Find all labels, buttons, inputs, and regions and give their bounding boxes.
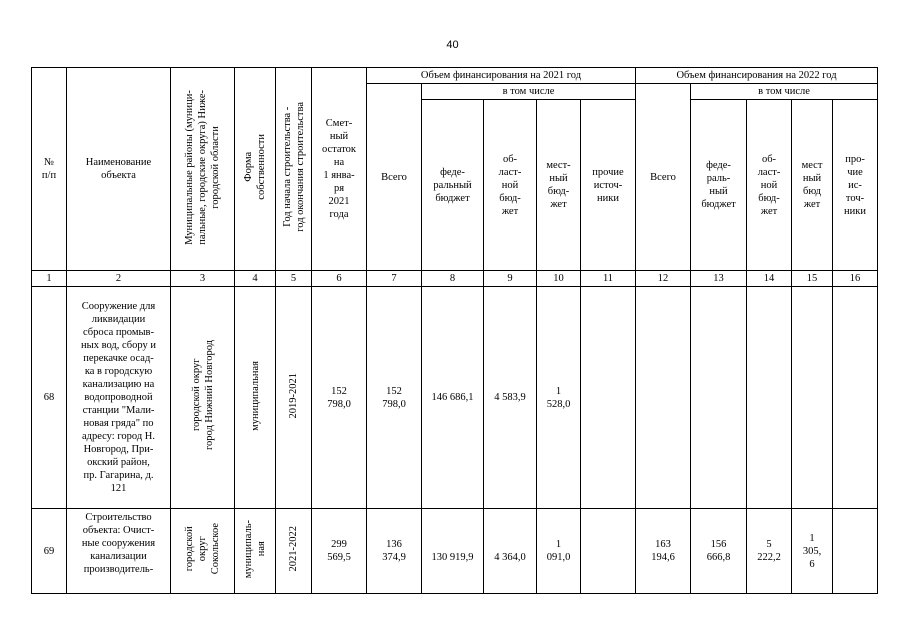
header-fed-2022: феде- раль- ный бюджет [691, 100, 747, 271]
row-68-loc-2021: 1 528,0 [537, 287, 581, 509]
colnum-8: 8 [422, 271, 484, 287]
row-69-loc-2021: 1 091,0 [537, 509, 581, 594]
colnum-11: 11 [581, 271, 636, 287]
row-68-district [171, 287, 235, 509]
row-68-num: 68 [32, 287, 67, 509]
row-69-num: 69 [32, 509, 67, 594]
row-69-reg-2021: 4 364,0 [484, 509, 537, 594]
colnum-12: 12 [636, 271, 691, 287]
header-district [171, 68, 235, 271]
row-69-remainder: 299 569,5 [312, 509, 367, 594]
row-68-oth-2022 [833, 287, 878, 509]
header-num: № п/п [32, 68, 67, 271]
row-68-district-text: городской округ город Нижний Новгород [190, 340, 215, 451]
row-68-remainder: 152 798,0 [312, 287, 367, 509]
row-68-years-text: 2019-2021 [288, 372, 299, 419]
header-total-2022: Всего [636, 84, 691, 271]
row-69-years-text: 2021-2022 [288, 526, 299, 572]
page-number: 40 [446, 39, 459, 51]
header-years-text: Год начала строительства - год окончания строительства [281, 102, 306, 232]
row-69-years [276, 509, 312, 594]
header-group-2022: Объем финансирования на 2022 год [636, 68, 878, 84]
colnum-7: 7 [367, 271, 422, 287]
header-estimated-remainder: Смет- ный остаток на 1 янва- ря 2021 года [312, 68, 367, 271]
row-69-district-text: городской округ Сокольское [184, 523, 221, 575]
row-69-oth-2021 [581, 509, 636, 594]
row-68-fed-2022 [691, 287, 747, 509]
row-69-fed-2022: 156 666,8 [691, 509, 747, 594]
row-69-district [171, 509, 235, 594]
row-68-reg-2022 [747, 287, 792, 509]
colnum-16: 16 [833, 271, 878, 287]
row-69-loc-2022: 1 305, 6 [792, 509, 833, 594]
row-69-reg-2022: 5 222,2 [747, 509, 792, 594]
row-68-ownership [235, 287, 276, 509]
header-total-2021: Всего [367, 84, 422, 271]
colnum-2: 2 [67, 271, 171, 287]
colnum-9: 9 [484, 271, 537, 287]
row-69-total-2021: 136 374,9 [367, 509, 422, 594]
header-years [276, 68, 312, 271]
colnum-15: 15 [792, 271, 833, 287]
row-69-name [67, 509, 171, 594]
colnum-4: 4 [235, 271, 276, 287]
row-68-total-2022 [636, 287, 691, 509]
row-68-reg-2021: 4 583,9 [484, 287, 537, 509]
header-oth-2022: про- чие ис- точ- ники [833, 100, 878, 271]
row-68-fed-2021: 146 686,1 [422, 287, 484, 509]
row-68-total-2021: 152 798,0 [367, 287, 422, 509]
header-reg-2022: об- ласт- ной бюд- жет [747, 100, 792, 271]
header-ownership-text: Форма собственности [243, 134, 267, 200]
header-oth-2021: прочие источ- ники [581, 100, 636, 271]
header-reg-2021: об- ласт- ной бюд- жет [484, 100, 537, 271]
row-69-fed-2021: 130 919,9 [422, 509, 484, 594]
column-numbers-row [32, 271, 878, 287]
row-69-oth-2022 [833, 509, 878, 594]
financing-table [31, 67, 878, 594]
row-68-oth-2021 [581, 287, 636, 509]
row-68-years [276, 287, 312, 509]
colnum-6: 6 [312, 271, 367, 287]
row-68-loc-2022 [792, 287, 833, 509]
table-row [32, 509, 878, 594]
row-69-name-text: Строительство объекта: Очист- ные сооружения канализации производитель- [81, 512, 156, 575]
header-district-text: Муниципальные районы (муници- пальные, городские округа) Ниже- городской области [184, 89, 221, 245]
row-68-ownership-text: муниципальная [249, 360, 261, 431]
header-incl-2022: в том числе [691, 84, 878, 100]
colnum-1: 1 [32, 271, 67, 287]
header-loc-2022: мест ный бюд жет [792, 100, 833, 271]
colnum-3: 3 [171, 271, 235, 287]
colnum-14: 14 [747, 271, 792, 287]
header-object-name: Наименование объекта [67, 68, 171, 271]
colnum-10: 10 [537, 271, 581, 287]
header-ownership [235, 68, 276, 271]
header-incl-2021: в том числе [422, 84, 636, 100]
row-69-ownership [235, 509, 276, 594]
header-row-1 [32, 68, 878, 84]
colnum-13: 13 [691, 271, 747, 287]
table-row [32, 287, 878, 509]
header-loc-2021: мест- ный бюд- жет [537, 100, 581, 271]
colnum-5: 5 [276, 271, 312, 287]
header-fed-2021: феде- ральный бюджет [422, 100, 484, 271]
row-68-name: Сооружение для ликвидации сброса промыв- ных вод, сбору и перекачке осад- ка в городскую канализацию на водопроводной станции "Мали- новая гряда" по адресу: город Н. Новгород, При- окский район, пр. Гагарина, д. 121 [67, 287, 171, 509]
row-69-ownership-text: муниципаль- ная [243, 519, 267, 579]
header-group-2021: Объем финансирования на 2021 год [367, 68, 636, 84]
row-69-total-2022: 163 194,6 [636, 509, 691, 594]
